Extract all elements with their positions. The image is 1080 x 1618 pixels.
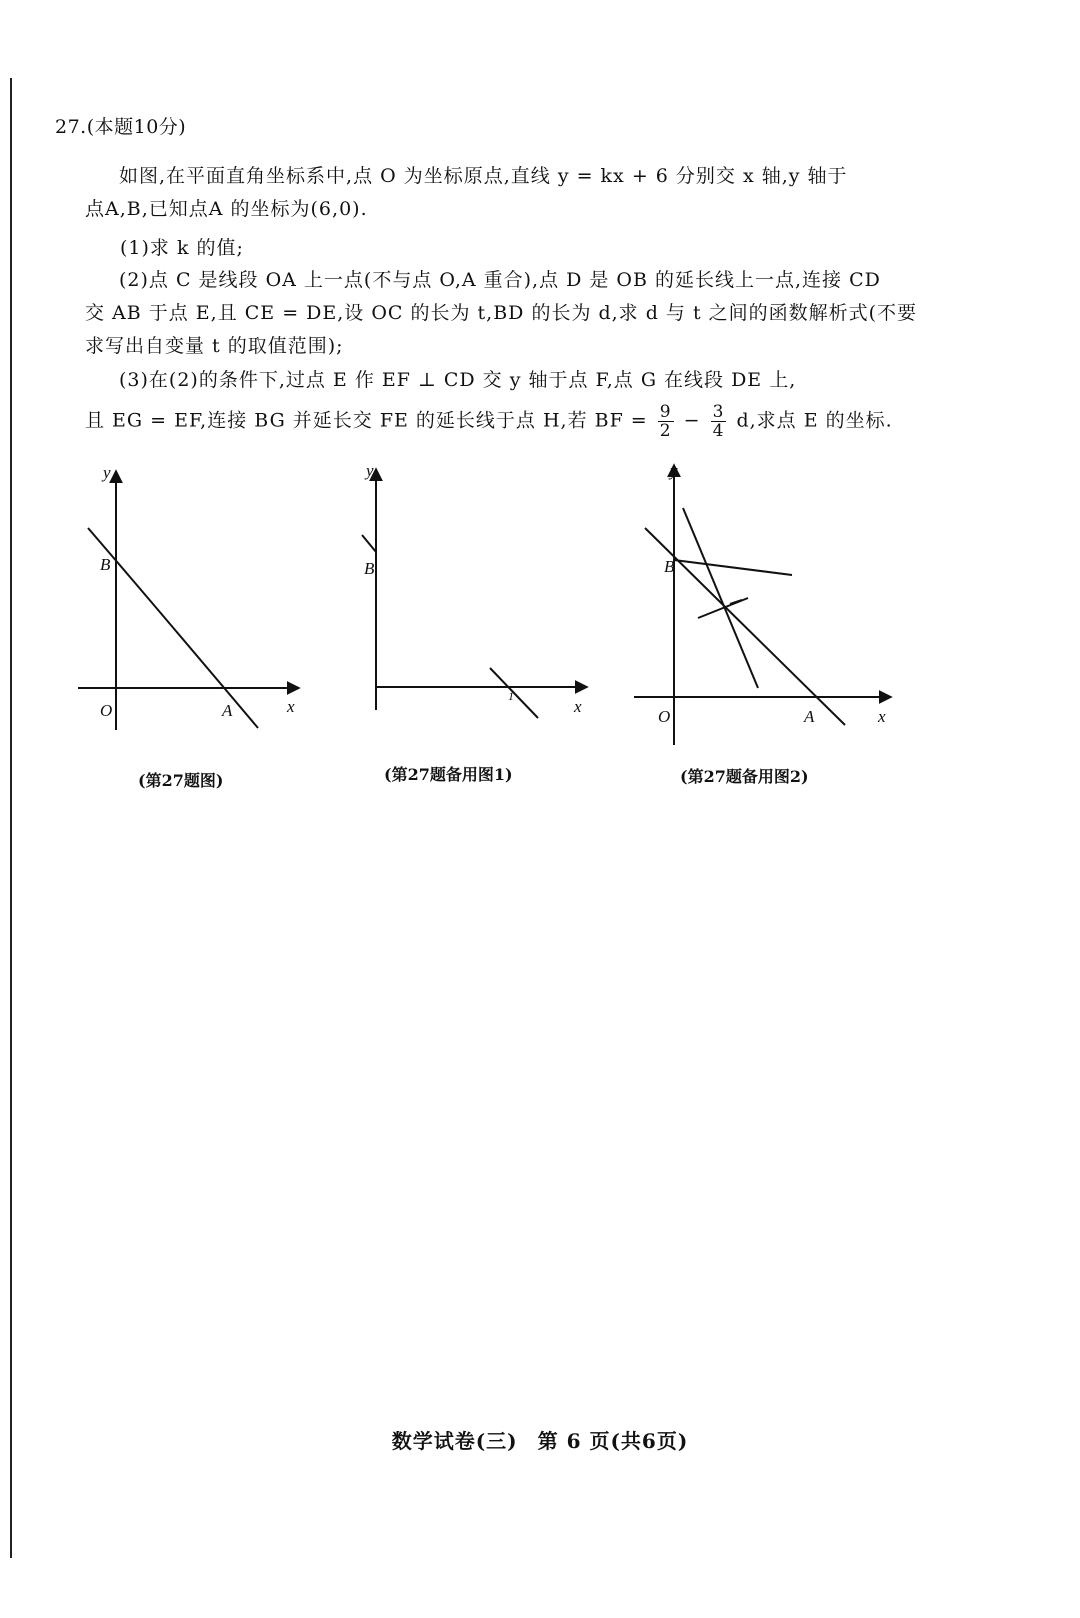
fig3-caption: (第27题备用图2) — [680, 767, 809, 786]
figure-3 — [634, 466, 890, 745]
part-3-line-1: (3)在(2)的条件下,过点 E 作 EF ⊥ CD 交 y 轴于点 F,点 G 在线段 DE 上, — [119, 369, 797, 391]
page-footer — [0, 1425, 1080, 1454]
fraction-1-denominator: 2 — [659, 421, 672, 441]
fig1-origin-label: O — [100, 701, 113, 720]
fig1-b-label: B — [100, 555, 111, 574]
fig1-line-ab — [88, 528, 258, 728]
intro-line-1: 如图,在平面直角坐标系中,点 O 为坐标原点,直线 y = kx + 6 分别交 x 轴,y 轴于 — [119, 165, 848, 187]
part-3-text-after: d,求点 E 的坐标. — [736, 409, 893, 432]
fig3-y-label: y — [670, 461, 678, 480]
fig2-x-label: x — [574, 697, 582, 716]
fig1-y-label: y — [103, 463, 111, 482]
fig3-origin-label: O — [658, 707, 671, 726]
figure-canvas — [0, 0, 1080, 800]
problem-points: (本题10分) — [86, 116, 187, 138]
fig3-x-label: x — [878, 707, 886, 726]
part-1: (1)求 k 的值; — [120, 237, 244, 259]
figure-1 — [78, 472, 298, 730]
fig1-a-label: A — [222, 701, 233, 720]
fig2-stub-near-b — [362, 535, 376, 552]
footer-title: 数学试卷(三) — [391, 1429, 518, 1453]
part-2-line-1: (2)点 C 是线段 OA 上一点(不与点 O,A 重合),点 D 是 OB 的延长线上一点,连接 CD — [119, 269, 881, 291]
problem-number: 27. — [55, 116, 87, 138]
fig2-y-label: y — [366, 461, 374, 480]
fig2-b-label: B — [364, 559, 375, 578]
part-3-text-before: 且 EG = EF,连接 BG 并延长交 FE 的延长线于点 H,若 BF = — [85, 409, 648, 432]
figure-2 — [362, 470, 586, 718]
minus-sign: − — [683, 409, 701, 432]
fig2-caption: (第27题备用图1) — [384, 765, 513, 784]
fig3-a-label: A — [804, 707, 815, 726]
fig2-mark-label: 1 — [508, 689, 514, 703]
fig2-stub-near-x — [490, 668, 538, 718]
footer-page: 第 6 页(共6页) — [537, 1429, 689, 1453]
fig3-b-label: B — [664, 557, 675, 576]
fraction-1-numerator: 9 — [659, 402, 672, 422]
fraction-2-numerator: 3 — [712, 402, 725, 422]
part-2-line-2: 交 AB 于点 E,且 CE = DE,设 OC 的长为 t,BD 的长为 d,求 d 与 t 之间的函数解析式(不要 — [85, 302, 918, 324]
part-2-line-3: 求写出自变量 t 的取值范围); — [85, 335, 344, 357]
fig1-x-label: x — [287, 697, 295, 716]
intro-line-2: 点A,B,已知点A 的坐标为(6,0). — [85, 198, 368, 220]
fig1-caption: (第27题图) — [138, 771, 224, 790]
fraction-2-denominator: 4 — [712, 421, 725, 441]
